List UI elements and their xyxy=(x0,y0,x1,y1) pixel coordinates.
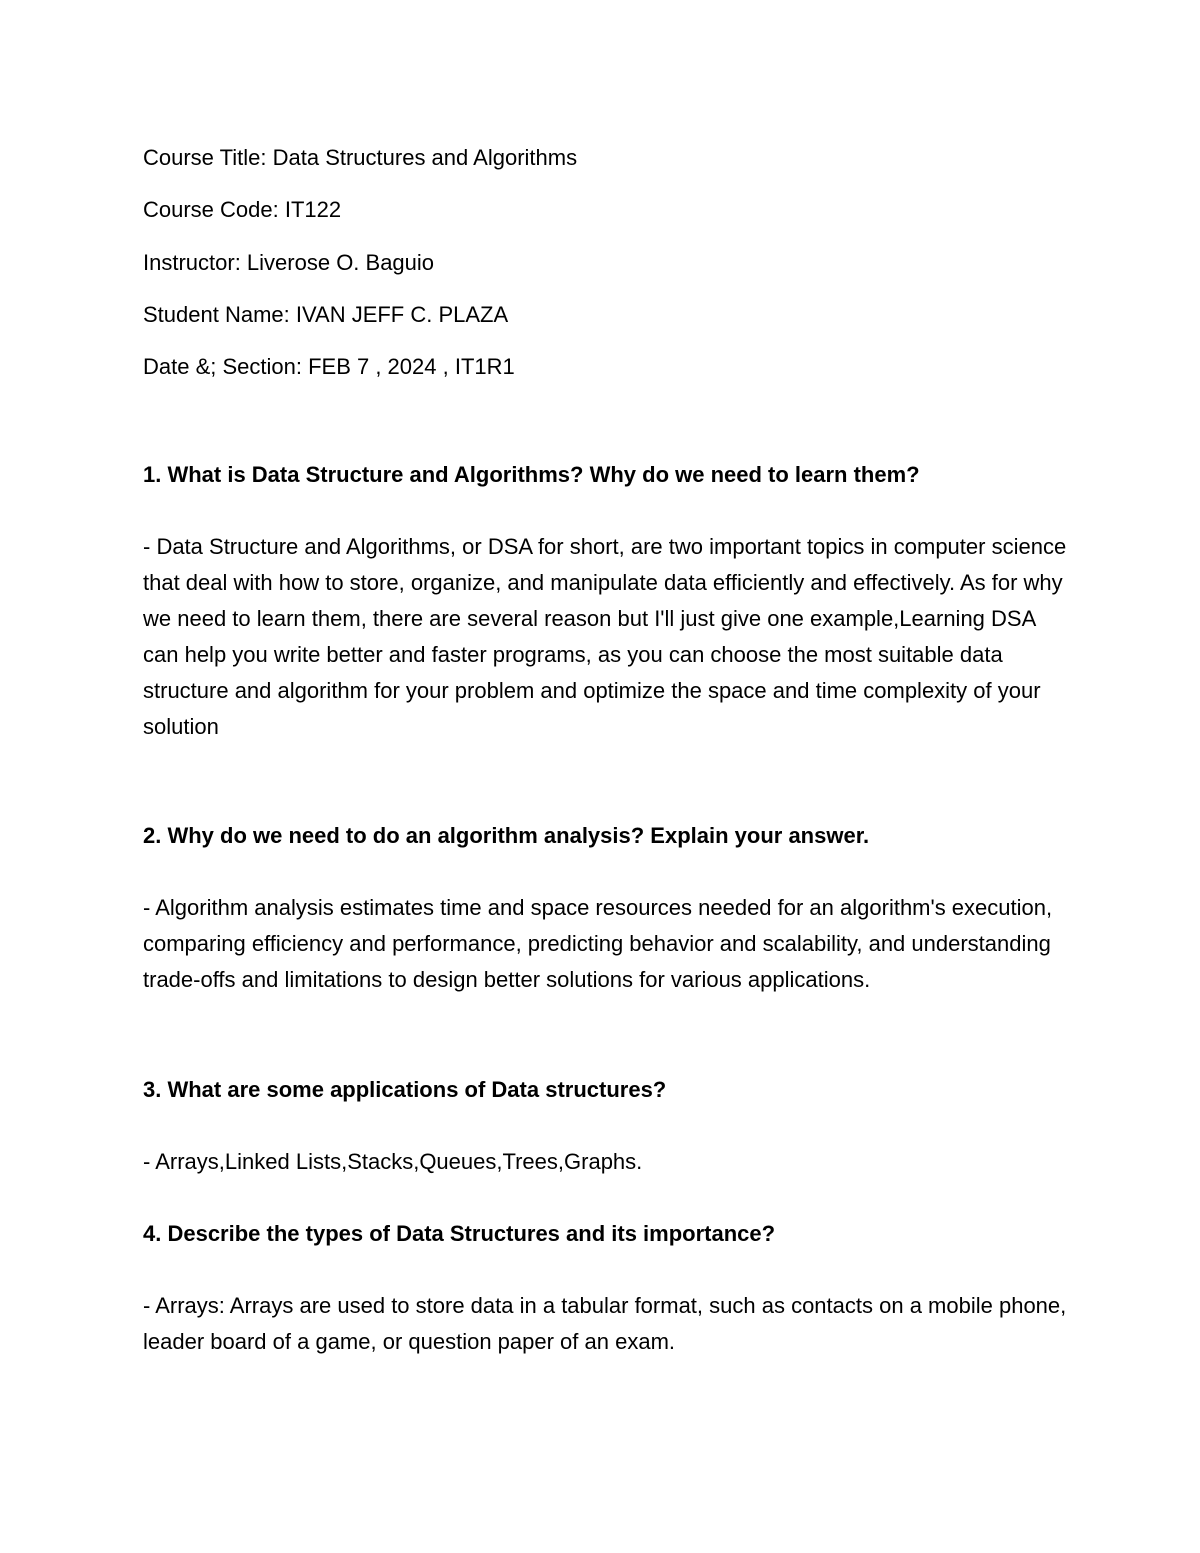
question-4: 4. Describe the types of Data Structures and its importance? xyxy=(143,1221,776,1246)
question-1: 1. What is Data Structure and Algorithms? Why do we need to learn them? xyxy=(143,462,920,487)
answer-1: - Data Structure and Algorithms, or DSA for short, are two important topics in computer science that deal with how to store, organize, and manipulate data efficiently and effectively. As for why we need to learn them, there are several reason but I'll just give one example,Learning DSA can help you write better and faster programs, as you can choose the most suitable data structure and algorithm for your problem and optimize the space and time complexity of your solution xyxy=(143,534,1067,739)
question-3: 3. What are some applications of Data structures? xyxy=(143,1077,667,1102)
student-name: Student Name: IVAN JEFF C. PLAZA xyxy=(143,302,509,327)
answer-4: - Arrays: Arrays are used to store data in a tabular format, such as contacts on a mobile phone, leader board of a game, or question paper of an exam. xyxy=(143,1293,1067,1354)
date-section: Date &; Section: FEB 7 , 2024 , IT1R1 xyxy=(143,354,515,379)
course-code: Course Code: IT122 xyxy=(143,197,342,222)
question-2: 2. Why do we need to do an algorithm analysis? Explain your answer. xyxy=(143,823,870,848)
instructor: Instructor: Liverose O. Baguio xyxy=(143,250,435,275)
course-title: Course Title: Data Structures and Algorithms xyxy=(143,145,578,170)
answer-3: - Arrays,Linked Lists,Stacks,Queues,Trees,Graphs. xyxy=(143,1149,643,1174)
answer-2: - Algorithm analysis estimates time and space resources needed for an algorithm's execution, comparing efficiency and performance, predicting behavior and scalability, and understanding trade-offs and limitations to design better solutions for various applications. xyxy=(143,895,1053,992)
